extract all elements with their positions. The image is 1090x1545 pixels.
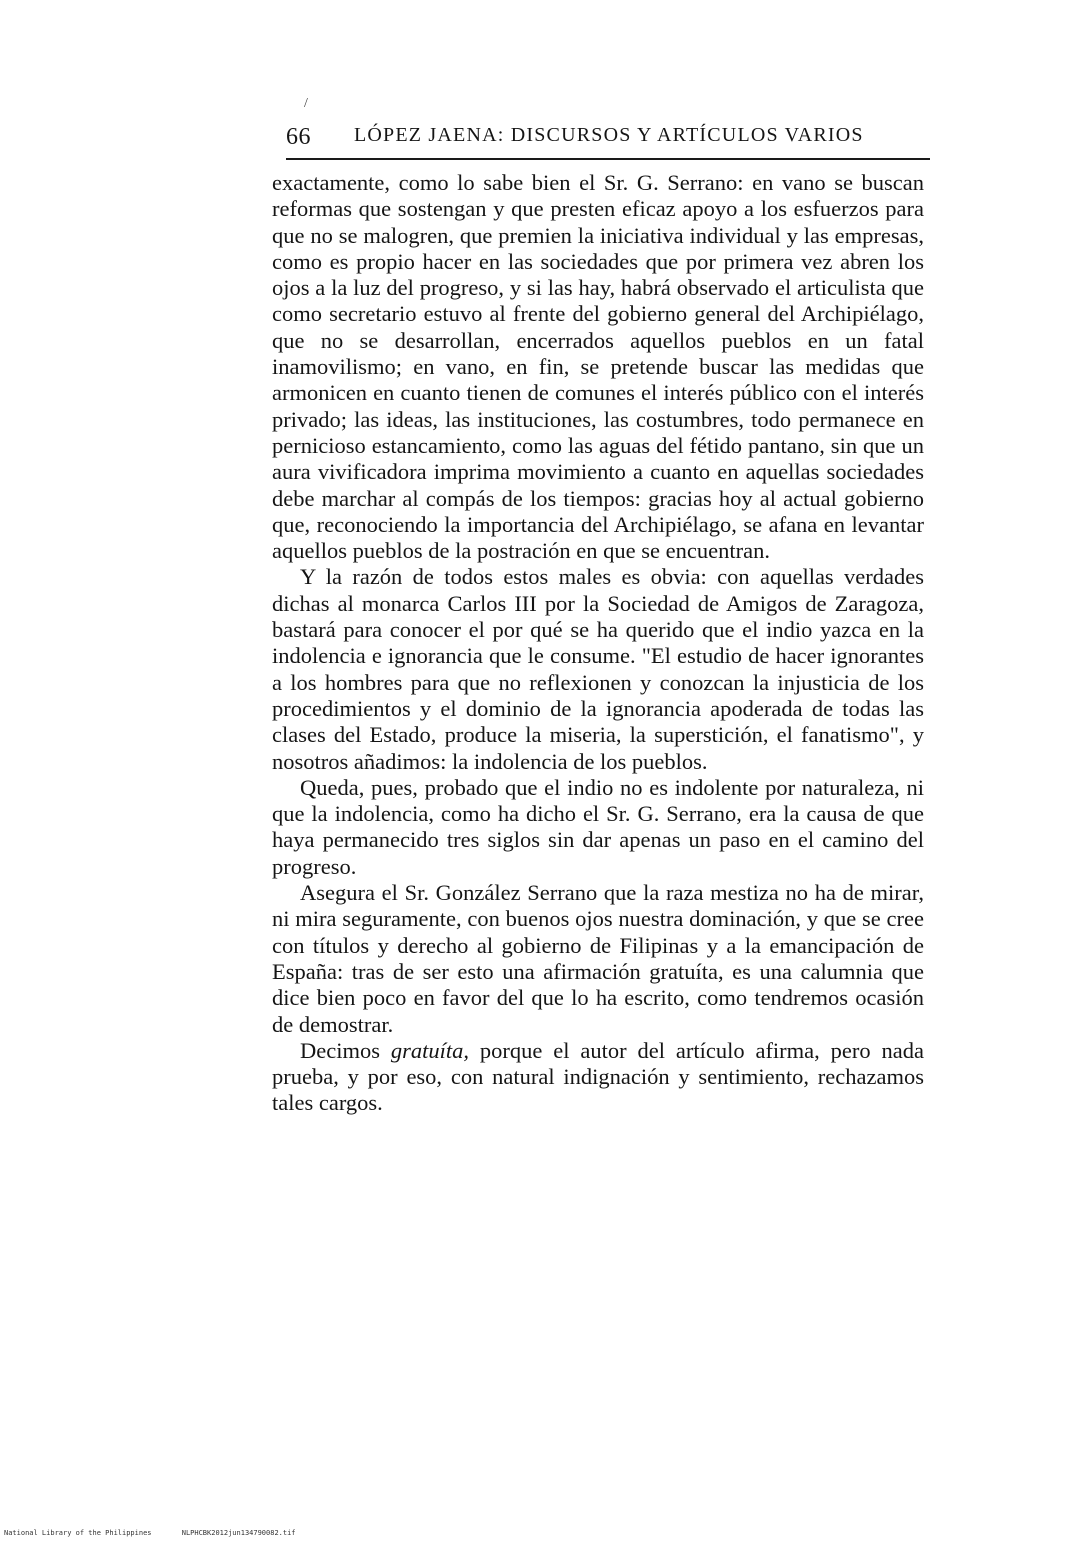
- footer-library-name: National Library of the Philippines: [4, 1529, 152, 1537]
- page-number: 66: [286, 124, 311, 150]
- body-text: [272, 170, 924, 1117]
- paragraph-4: Asegura el Sr. González Serrano que la raza mestiza no ha de mirar, ni mira seguramente, con buenos ojos nuestra dominación, y que se cree con títulos y derecho al gobierno de Filipinas y a la emancipación de España: tras de ser esto una afirmación gratuíta, es una calumnia que dice bien poco en favor del que lo ha escrito, como tendremos ocasión de demostrar.: [272, 880, 924, 1037]
- scan-footer: [4, 1529, 322, 1537]
- paragraph-1: exactamente, como lo sabe bien el Sr. G. Serrano: en vano se buscan reformas que sostengan y que presten eficaz apoyo a los esfuerzos para que no se malogren, que premien la iniciativa individual y las empresas, como es propio hacer en las sociedades que por primera vez abren los ojos a la luz del progreso, y si las hay, habrá observado el articulista que como secretario estuvo al frente del gobierno general del Archipiélago, que no se desarrollan, encerrados aquellos pueblos en un fatal inamovilismo; en vano, en fin, se pretende buscar las medidas que armonicen en cuanto tienen de comunes el interés público con el interés privado; las ideas, las instituciones, las costumbres, todo permanece en pernicioso estancamiento, como las aguas del fétido pantano, sin que un aura vivificadora imprima movimiento a cuanto en aquellas sociedades debe marchar al compás de los tiempos: gracias hoy al actual gobierno que, reconociendo la importancia del Archipiélago, se afana en levantar aquellos pueblos de la postración en que se encuentran.: [272, 170, 924, 564]
- footer-file-name: NLPHCBK2012jun134790082.tif: [181, 1529, 296, 1537]
- paragraph-5-start: Decimos: [300, 1037, 391, 1063]
- paragraph-5: [272, 1038, 924, 1117]
- margin-tick-mark: /: [304, 96, 308, 111]
- paragraph-3: Queda, pues, probado que el indio no es indolente por naturaleza, ni que la indolencia, como ha dicho el Sr. G. Serrano, era la causa de que haya permanecido tres siglos sin dar apenas un paso en el camino del progreso.: [272, 774, 924, 879]
- paragraph-2: Y la razón de todos estos males es obvia: con aquellas verdades dichas al monarca Carlos III por la Sociedad de Amigos de Zaragoza, bastará para conocer el por qué se ha querido que el indio yazca en la indolencia e ignorancia que le consume. "El estudio de hacer ignorantes a los hombres para que no reflexionen y conozcan la injusticia de los procedimientos y el dominio de la ignorancia apoderada de todas las clases del Estado, produce la miseria, la superstición, el fanatismo", y nosotros añadimos: la indolencia de los pueblos.: [272, 564, 924, 774]
- italic-word: gratuíta,: [390, 1037, 470, 1063]
- page-header: [286, 118, 930, 160]
- paragraph-5-end: porque el autor del artículo afirma, pero nada prueba, y por eso, con natural indignación y sentimiento, rechazamos tales cargos.: [272, 1037, 925, 1116]
- running-head: LÓPEZ JAENA: DISCURSOS Y ARTÍCULOS VARIOS: [354, 124, 864, 146]
